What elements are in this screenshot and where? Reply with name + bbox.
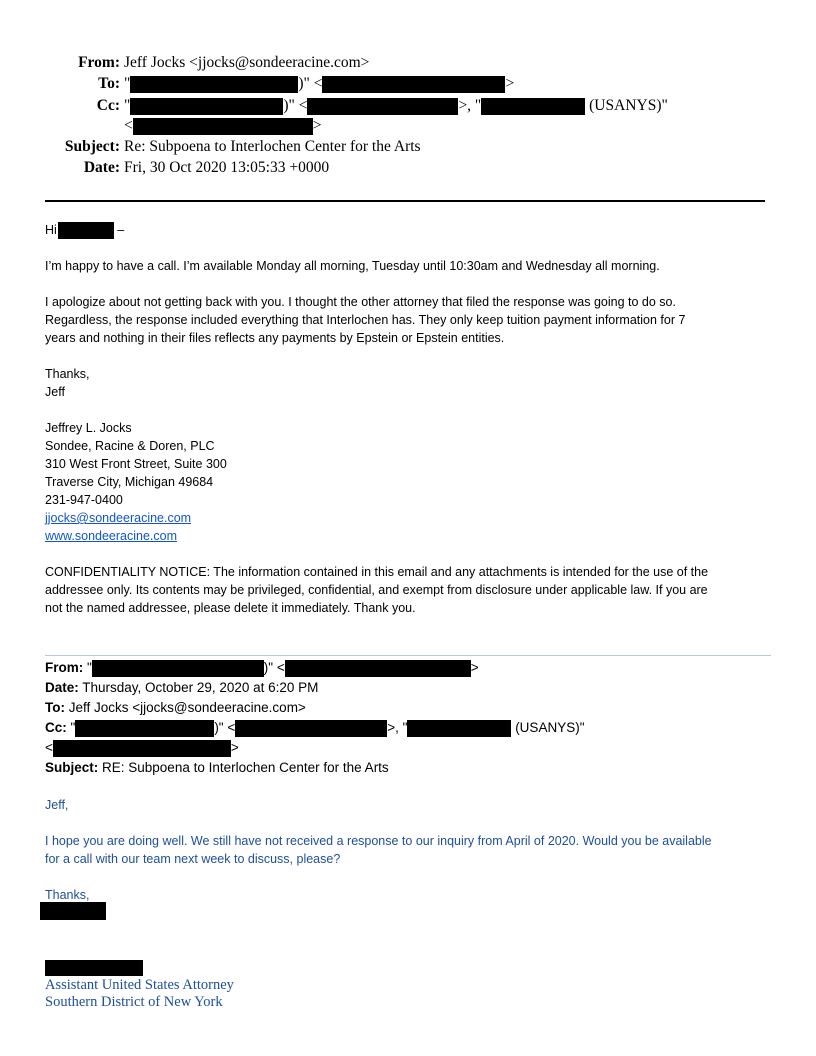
quoted-cc-prefix: " (66, 720, 76, 736)
quoted-to-label: To: (45, 700, 65, 715)
cc-line2-prefix: < (124, 117, 133, 134)
redaction-box (75, 720, 214, 737)
quoted-to (45, 700, 306, 715)
quoted-body-line-2: for a call with our team next week to discuss, please? (45, 852, 341, 866)
signature-firm: Sondee, Racine & Doren, PLC (45, 439, 215, 453)
to-mid: )" < (298, 75, 323, 92)
quoted-signature-title: Assistant United States Attorney (45, 977, 234, 993)
to-quote: " (124, 75, 131, 92)
quoted-body-line-1: I hope you are doing well. We still have not received a response to our inquiry from April of 2020. Would you be available (45, 834, 712, 848)
quoted-divider (45, 655, 771, 656)
confidentiality-line-1: CONFIDENTIALITY NOTICE: The information contained in this email and any attachments is intended for the use of the (45, 565, 709, 579)
quoted-date-label: Date: (45, 680, 79, 695)
cc-sep: >, " (458, 97, 482, 114)
redaction-box (285, 660, 471, 677)
quoted-cc-usanys: (USANYS)" (511, 720, 585, 736)
cc-usanys: (USANYS)" (589, 97, 668, 114)
to-value (124, 75, 514, 93)
quoted-greeting: Jeff, (45, 798, 69, 812)
to-suffix: > (505, 75, 515, 92)
signature-address-1: 310 West Front Street, Suite 300 (45, 457, 227, 471)
redaction-box (92, 660, 264, 677)
greeting (45, 221, 124, 239)
quoted-date (45, 680, 318, 695)
signature-phone: 231-947-0400 (45, 493, 123, 507)
redaction-box (58, 222, 114, 239)
cc-value-line2 (124, 117, 322, 135)
quoted-from-mid: )" < (263, 660, 285, 676)
paragraph-1: I’m happy to have a call. I’m available Monday all morning, Tuesday until 10:30am and Wednesday all morning. (45, 259, 660, 273)
header-divider (45, 200, 765, 202)
confidentiality-line-3: not the named addressee, please delete it immediately. Thank you. (45, 601, 416, 615)
redaction-box (53, 740, 231, 757)
quoted-date-value: Thursday, October 29, 2020 at 6:20 PM (78, 680, 319, 695)
redaction-box (307, 98, 458, 115)
signature-email-line (45, 509, 191, 527)
quoted-cc-line2-suffix: > (230, 740, 239, 756)
cc-value (124, 97, 668, 115)
quoted-from (45, 660, 479, 677)
quoted-cc-line2 (45, 740, 239, 757)
date-label: Date: (83, 159, 120, 176)
sender-short-name: Jeff (45, 385, 65, 399)
quoted-from-prefix: " (83, 660, 92, 676)
quoted-cc-sep: >, " (387, 720, 408, 736)
quoted-thanks: Thanks, (45, 888, 90, 902)
confidentiality-line-2: addressee only. Its contents may be privileged, confidential, and exempt from disclosure under applicable law. If you are (45, 583, 708, 597)
cc-quote: " (124, 97, 131, 114)
subject-label: Subject: (64, 138, 120, 155)
subject-value: Re: Subpoena to Interlochen Center for the Arts (124, 138, 421, 155)
redaction-box (130, 76, 298, 93)
redaction-box (130, 98, 283, 115)
signature-email-link[interactable]: jjocks@sondeeracine.com (45, 511, 192, 525)
quoted-signature-office: Southern District of New York (45, 994, 223, 1010)
redaction-box (45, 960, 143, 976)
quoted-cc (45, 720, 585, 737)
thanks: Thanks, (45, 367, 90, 381)
redaction-box (235, 720, 387, 737)
redaction-box (40, 902, 106, 920)
date-value: Fri, 30 Oct 2020 13:05:33 +0000 (124, 159, 330, 176)
signature-web-link[interactable]: www.sondeeracine.com (45, 529, 178, 543)
paragraph-2-line-3: years and nothing in their files reflects any payments by Epstein or Epstein entities. (45, 331, 505, 345)
from-value: Jeff Jocks <jjocks@sondeeracine.com> (124, 54, 370, 71)
quoted-subject-value: RE: Subpoena to Interlochen Center for the Arts (98, 760, 389, 775)
paragraph-2-line-2: Regardless, the response included everything that Interlochen has. They only keep tuition payment information for 7 (45, 313, 686, 327)
paragraph-2-line-1: I apologize about not getting back with you. I thought the other attorney that filed the response was going to do so. (45, 295, 676, 309)
signature-address-2: Traverse City, Michigan 49684 (45, 475, 214, 489)
quoted-from-label: From: (45, 660, 84, 676)
cc-line2-suffix: > (312, 117, 322, 134)
quoted-subject-label: Subject: (45, 760, 99, 775)
greeting-prefix: Hi (45, 223, 57, 237)
cc-label: Cc: (96, 97, 120, 114)
quoted-subject (45, 760, 389, 775)
redaction-box (407, 720, 511, 737)
redaction-box (133, 118, 313, 135)
greeting-suffix: – (113, 223, 125, 237)
quoted-cc-line2-prefix: < (45, 740, 53, 756)
quoted-from-suffix: > (470, 660, 479, 676)
to-label: To: (98, 75, 120, 92)
quoted-cc-label: Cc: (45, 720, 67, 736)
cc-mid: )" < (283, 97, 308, 114)
signature-name: Jeffrey L. Jocks (45, 421, 132, 435)
redaction-box (481, 98, 585, 115)
quoted-cc-mid: )" < (214, 720, 236, 736)
signature-web-line (45, 527, 177, 545)
quoted-to-value: Jeff Jocks <jjocks@sondeeracine.com> (65, 700, 306, 715)
redaction-box (322, 76, 505, 93)
from-label: From: (78, 54, 120, 71)
